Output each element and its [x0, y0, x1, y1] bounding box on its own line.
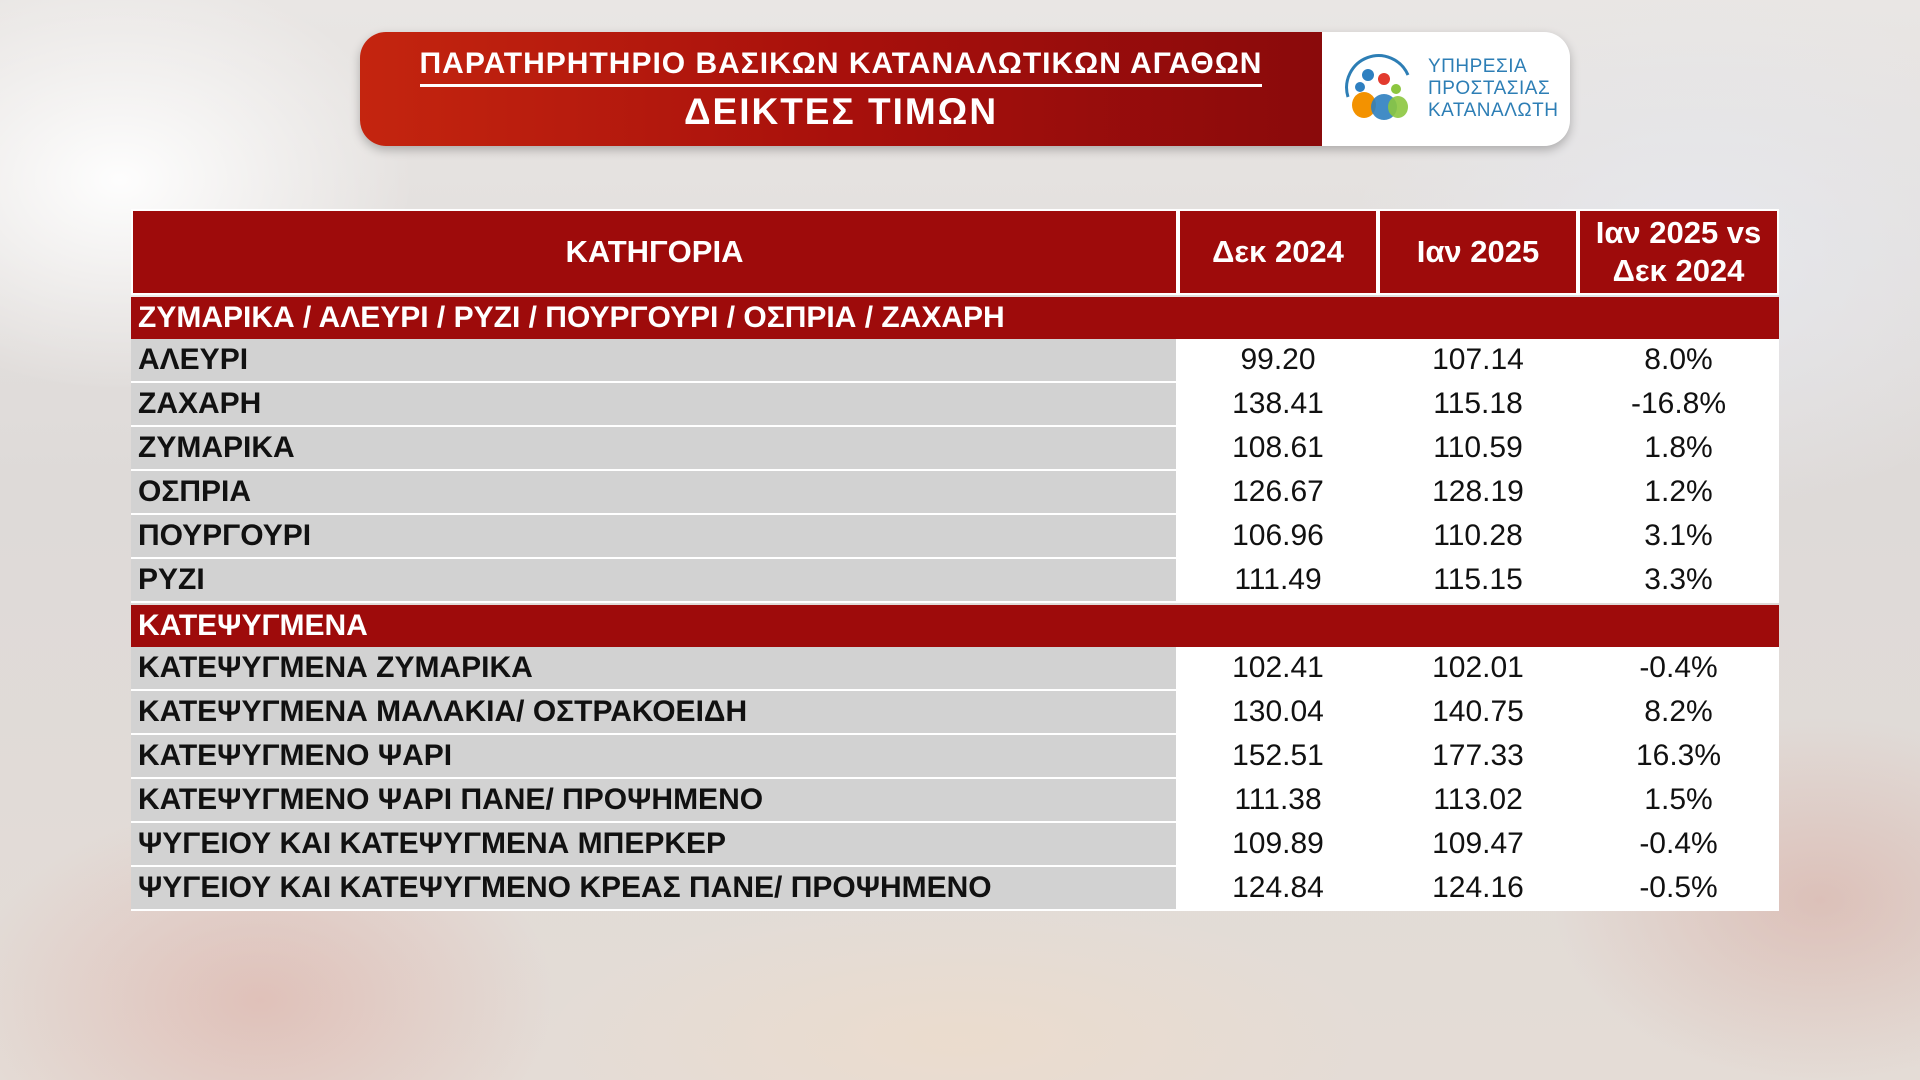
row-dec-2024-value: 138.41 — [1178, 383, 1378, 427]
consumer-protection-logo-icon — [1340, 49, 1420, 129]
banner-subtitle: ΔΕΙΚΤΕΣ ΤΙΜΩΝ — [683, 90, 999, 132]
row-category-name: ΚΑΤΕΨΥΓΜΕΝΟ ΨΑΡΙ — [131, 735, 1178, 779]
row-dec-2024-value: 106.96 — [1178, 515, 1378, 559]
table-row — [131, 559, 1779, 603]
row-category-name: ΡΥΖΙ — [131, 559, 1178, 603]
row-change-value: 3.3% — [1578, 559, 1779, 603]
logo-text-line: ΠΡΟΣΤΑΣΙΑΣ — [1428, 78, 1551, 99]
row-change-value: -0.5% — [1578, 867, 1779, 911]
table-row — [131, 383, 1779, 427]
title-banner — [360, 32, 1570, 146]
row-jan-2025-value: 124.16 — [1378, 867, 1578, 911]
row-jan-2025-value: 110.28 — [1378, 515, 1578, 559]
row-category-name: ΠΟΥΡΓΟΥΡΙ — [131, 515, 1178, 559]
banner-title-area — [360, 32, 1322, 146]
table-row — [131, 779, 1779, 823]
table-row — [131, 823, 1779, 867]
row-dec-2024-value: 111.38 — [1178, 779, 1378, 823]
header-change-line2: Δεκ 2024 — [1612, 253, 1745, 288]
row-jan-2025-value: 110.59 — [1378, 427, 1578, 471]
row-jan-2025-value: 102.01 — [1378, 647, 1578, 691]
row-change-value: 3.1% — [1578, 515, 1779, 559]
header-change — [1578, 209, 1779, 295]
row-jan-2025-value: 107.14 — [1378, 339, 1578, 383]
price-index-table — [131, 209, 1779, 911]
row-category-name: ΚΑΤΕΨΥΓΜΕΝΑ ΜΑΛΑΚΙΑ/ ΟΣΤΡΑΚΟΕΙΔΗ — [131, 691, 1178, 735]
table-row — [131, 339, 1779, 383]
row-dec-2024-value: 111.49 — [1178, 559, 1378, 603]
row-jan-2025-value: 109.47 — [1378, 823, 1578, 867]
row-change-value: -0.4% — [1578, 647, 1779, 691]
row-change-value: 8.2% — [1578, 691, 1779, 735]
row-dec-2024-value: 124.84 — [1178, 867, 1378, 911]
row-change-value: 8.0% — [1578, 339, 1779, 383]
table-body — [131, 297, 1779, 911]
table-row — [131, 427, 1779, 471]
table-row — [131, 515, 1779, 559]
row-dec-2024-value: 102.41 — [1178, 647, 1378, 691]
row-jan-2025-value: 113.02 — [1378, 779, 1578, 823]
header-category: ΚΑΤΗΓΟΡΙΑ — [131, 209, 1178, 295]
row-jan-2025-value: 140.75 — [1378, 691, 1578, 735]
row-change-value: 1.2% — [1578, 471, 1779, 515]
table-row — [131, 471, 1779, 515]
section-header: ΖΥΜΑΡΙΚΑ / ΑΛΕΥΡΙ / ΡΥΖΙ / ΠΟΥΡΓΟΥΡΙ / ΟΣΠΡΙΑ / ΖΑΧΑΡΗ — [131, 297, 1779, 339]
row-change-value: 16.3% — [1578, 735, 1779, 779]
logo-text-line: ΚΑΤΑΝΑΛΩΤΗ — [1428, 100, 1559, 121]
row-jan-2025-value: 128.19 — [1378, 471, 1578, 515]
row-category-name: ΟΣΠΡΙΑ — [131, 471, 1178, 515]
header-dec-2024: Δεκ 2024 — [1178, 209, 1378, 295]
row-change-value: 1.5% — [1578, 779, 1779, 823]
row-dec-2024-value: 126.67 — [1178, 471, 1378, 515]
row-change-value: -16.8% — [1578, 383, 1779, 427]
row-dec-2024-value: 109.89 — [1178, 823, 1378, 867]
row-dec-2024-value: 108.61 — [1178, 427, 1378, 471]
logo-area — [1322, 32, 1570, 146]
header-jan-2025: Ιαν 2025 — [1378, 209, 1578, 295]
row-jan-2025-value: 115.15 — [1378, 559, 1578, 603]
row-dec-2024-value: 99.20 — [1178, 339, 1378, 383]
row-change-value: 1.8% — [1578, 427, 1779, 471]
table-row — [131, 691, 1779, 735]
logo-text — [1428, 56, 1558, 122]
table-row — [131, 867, 1779, 911]
table-row — [131, 735, 1779, 779]
row-jan-2025-value: 115.18 — [1378, 383, 1578, 427]
section-header: ΚΑΤΕΨΥΓΜΕΝΑ — [131, 605, 1779, 647]
header-change-line1: Ιαν 2025 vs — [1595, 215, 1762, 250]
row-category-name: ΨΥΓΕΙΟΥ ΚΑΙ ΚΑΤΕΨΥΓΜΕΝΟ ΚΡΕΑΣ ΠΑΝΕ/ ΠΡΟΨΗΜΕΝΟ — [131, 867, 1178, 911]
row-category-name: ΨΥΓΕΙΟΥ ΚΑΙ ΚΑΤΕΨΥΓΜΕΝΑ ΜΠΕΡΚΕΡ — [131, 823, 1178, 867]
row-jan-2025-value: 177.33 — [1378, 735, 1578, 779]
banner-title: ΠΑΡΑΤΗΡΗΤΗΡΙΟ ΒΑΣΙΚΩΝ ΚΑΤΑΝΑΛΩΤΙΚΩΝ ΑΓΑΘΩΝ — [420, 46, 1263, 87]
row-category-name: ΖΥΜΑΡΙΚΑ — [131, 427, 1178, 471]
row-dec-2024-value: 152.51 — [1178, 735, 1378, 779]
row-category-name: ΑΛΕΥΡΙ — [131, 339, 1178, 383]
row-change-value: -0.4% — [1578, 823, 1779, 867]
row-category-name: ΚΑΤΕΨΥΓΜΕΝΟ ΨΑΡΙ ΠΑΝΕ/ ΠΡΟΨΗΜΕΝΟ — [131, 779, 1178, 823]
row-category-name: ΖΑΧΑΡΗ — [131, 383, 1178, 427]
table-header-row — [131, 209, 1779, 295]
table-row — [131, 647, 1779, 691]
row-category-name: ΚΑΤΕΨΥΓΜΕΝΑ ΖΥΜΑΡΙΚΑ — [131, 647, 1178, 691]
row-dec-2024-value: 130.04 — [1178, 691, 1378, 735]
logo-text-line: ΥΠΗΡΕΣΙΑ — [1428, 56, 1528, 77]
